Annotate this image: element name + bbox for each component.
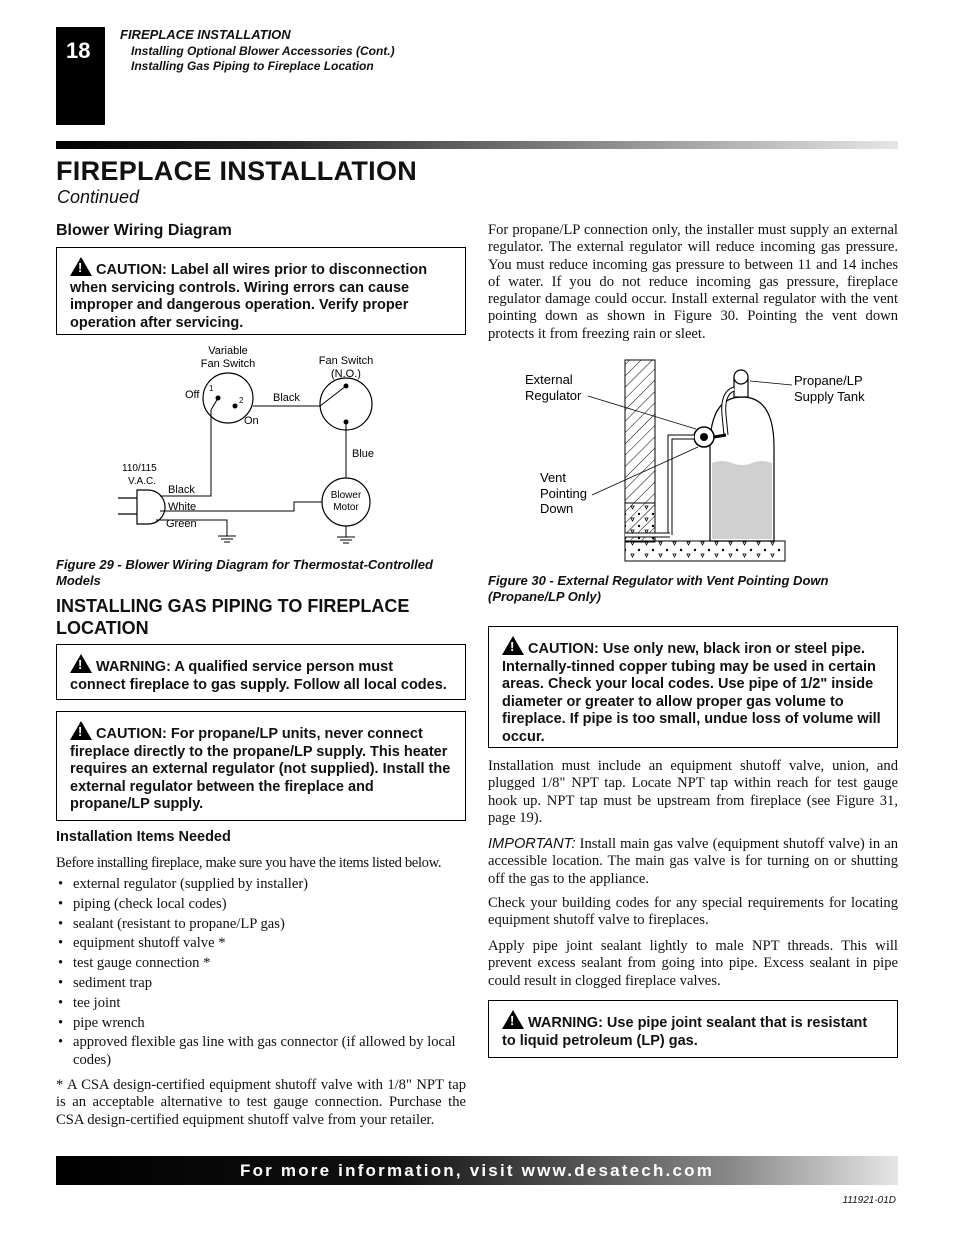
warning-triangle-icon xyxy=(502,636,524,655)
warning-triangle-icon xyxy=(70,721,92,740)
vent-label: Vent xyxy=(540,470,567,485)
figure-29-caption: Figure 29 - Blower Wiring Diagram for Thermostat-Controlled Models xyxy=(56,557,433,588)
caution-label-wires-box xyxy=(56,247,466,335)
list-item: • equipment shutoff valve * xyxy=(56,935,466,953)
page-number: 18 xyxy=(66,38,91,63)
figure-30-caption: Figure 30 - External Regulator with Vent Pointing Down (Propane/LP Only) xyxy=(488,573,829,604)
footnote: * A CSA design-certified equipment shutoff valve with 1/8" NPT tap is an acceptable alternative to test gauge connection. Purchase the CSA design-certified equipment shutoff valve from your retailer. xyxy=(56,1077,466,1128)
list-item: • piping (check local codes) xyxy=(56,896,466,914)
warning-triangle-icon xyxy=(70,654,92,673)
vent-label: Pointing xyxy=(540,486,587,501)
on-label: On xyxy=(244,415,259,427)
supply-tank-label: Propane/LP xyxy=(794,373,863,388)
white-wire-label: White xyxy=(168,501,197,513)
list-item: • pipe wrench xyxy=(56,1015,466,1033)
caution-propane-text: CAUTION: For propane/LP units, never connect fireplace directly to the propane/LP supply. This heater requires an external regulator (not supplied). Install the external regulator between the fireplace and propane/LP supply. xyxy=(70,726,451,812)
terminal-1-label: 1 xyxy=(209,384,214,393)
vent-label: Down xyxy=(540,501,574,516)
header-subsection: Installing Optional Blower Accessories (Cont.) xyxy=(131,44,395,58)
list-item: • tee joint xyxy=(56,995,466,1013)
caution-pipe-text: CAUTION: Use only new, black iron or steel pipe. Internally-tinned copper tubing may be used in certain areas. Check your local codes. Use pipe of 1/2" inside diameter or greater to allow proper gas volume to fireplace. If pipe is too small, undue loss of volume will occur. xyxy=(502,641,881,745)
voltage-label: V.A.C. xyxy=(128,476,156,487)
important-label: IMPORTANT: xyxy=(488,836,576,852)
building-codes-paragraph: Check your building codes for any special requirements for locating equipment shutoff valve to fireplaces. xyxy=(488,895,898,929)
external-regulator-label: External xyxy=(525,372,573,387)
off-label: Off xyxy=(185,389,200,401)
caution-pipe-box xyxy=(488,626,898,748)
supply-tank-label: Supply Tank xyxy=(794,389,865,404)
warning-triangle-icon xyxy=(70,257,92,276)
external-regulator-diagram xyxy=(510,355,890,570)
list-item: • external regulator (supplied by installer) xyxy=(56,876,466,894)
voltage-label: 110/115 xyxy=(122,463,157,474)
list-item: • approved flexible gas line with gas connector (if allowed by local codes) xyxy=(56,1034,466,1069)
blower-wiring-heading: Blower Wiring Diagram xyxy=(56,222,232,239)
page-title: FIREPLACE INSTALLATION xyxy=(56,156,418,186)
blower-motor-label: Blower xyxy=(330,490,362,501)
warning-sealant-box xyxy=(488,1000,898,1058)
variable-fan-switch-label: Variable xyxy=(208,345,248,357)
caution-label-wires-text: CAUTION: Label all wires prior to disconnection when servicing controls. Wiring errors can cause improper and dangerous operation. Verify proper operation after servicing. xyxy=(70,262,428,331)
warning-sealant-text: WARNING: Use pipe joint sealant that is resistant to liquid petroleum (LP) gas. xyxy=(502,1015,868,1049)
installation-items-list xyxy=(56,876,466,1072)
list-item: • sediment trap xyxy=(56,975,466,993)
header-subsection: Installing Gas Piping to Fireplace Location xyxy=(131,59,374,73)
gas-piping-heading: INSTALLING GAS PIPING TO FIREPLACE LOCATION xyxy=(56,596,410,638)
important-paragraph xyxy=(488,836,898,888)
black-wire-label: Black xyxy=(168,484,195,496)
propane-paragraph: For propane/LP connection only, the installer must supply an external regulator. The external regulator will reduce incoming gas pressure. You must reduce incoming gas pressure to between 11 and 14 inches of water. If you do not reduce incoming gas pressure, fireplace regulator damage could occur. Install external regulator with the vent pointing down as shown in Figure 30. Pointing the vent down protects it from freezing rain or sleet. xyxy=(488,222,898,342)
variable-fan-switch-label: Fan Switch xyxy=(200,358,256,370)
ground-slab xyxy=(625,541,785,561)
important-text: Install main gas valve (equipment shutoff valve) in an accessible location. The main gas valve is for turning on or shutting off the gas to the appliance. xyxy=(488,836,898,887)
sealant-paragraph: Apply pipe joint sealant lightly to male NPT threads. This will prevent excess sealant from going into pipe. Excess sealant in pipe could result in clogged fireplace valves. xyxy=(488,938,898,989)
warning-qualified-box xyxy=(56,644,466,700)
blower-wiring-diagram xyxy=(110,340,410,555)
terminal-2-label: 2 xyxy=(239,396,244,405)
power-plug-icon xyxy=(137,490,165,524)
installation-items-heading: Installation Items Needed xyxy=(56,829,231,845)
external-regulator-label: Regulator xyxy=(525,388,582,403)
installation-items-intro: Before installing fireplace, make sure you have the items listed below. xyxy=(56,855,442,871)
list-item: • sealant (resistant to propane/LP gas) xyxy=(56,916,466,934)
page-subtitle: Continued xyxy=(57,187,140,207)
list-item: • test gauge connection * xyxy=(56,955,466,973)
green-wire-label: Green xyxy=(166,518,197,530)
header-section: FIREPLACE INSTALLATION xyxy=(120,27,291,42)
caution-propane-box xyxy=(56,711,466,821)
document-code: 111921-01D xyxy=(842,1195,896,1206)
warning-qualified-text: WARNING: A qualified service person must connect fireplace to gas supply. Follow all local codes. xyxy=(70,659,447,693)
shutoff-paragraph: Installation must include an equipment shutoff valve, union, and plugged 1/8" NPT tap. Locate NPT tap within reach for test gauge hook up. NPT tap must be upstream from fireplace (see Figure 31, page 19). xyxy=(488,758,898,826)
warning-triangle-icon xyxy=(502,1010,524,1029)
fan-switch-label: Fan Switch xyxy=(318,355,374,367)
blower-motor-label: Motor xyxy=(333,502,359,513)
blue-wire-label: Blue xyxy=(352,448,375,460)
black-wire-label: Black xyxy=(273,392,300,404)
header-rule xyxy=(56,141,898,149)
fan-switch-label: (N.O.) xyxy=(331,368,361,380)
footer-website-text: For more information, visit www.desatech.com xyxy=(239,1161,715,1180)
